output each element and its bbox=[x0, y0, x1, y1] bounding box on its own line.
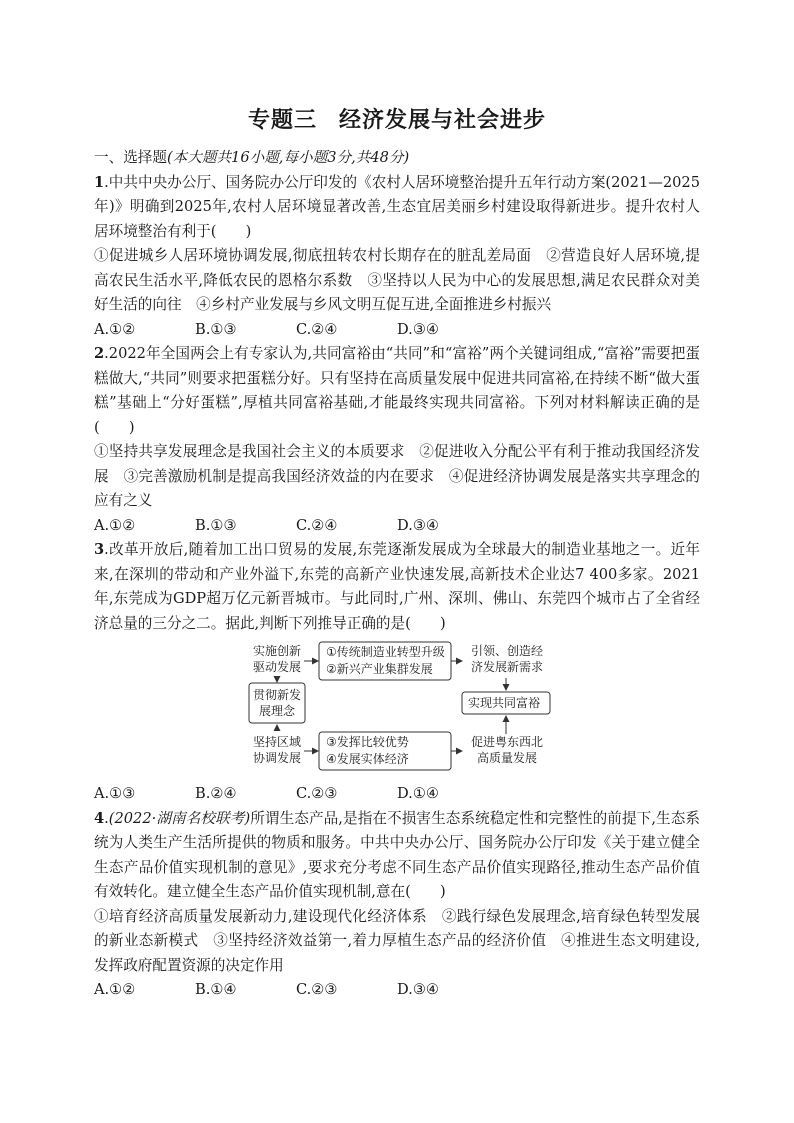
option-b[interactable]: B.①④ bbox=[195, 981, 237, 998]
node-statement-3: ③发挥比较优势 bbox=[326, 735, 409, 749]
option-a[interactable]: A.①② bbox=[94, 320, 136, 338]
option-c[interactable]: C.②④ bbox=[296, 516, 338, 534]
option-c[interactable]: C.②③ bbox=[296, 785, 338, 802]
option-c[interactable]: C.②④ bbox=[296, 320, 338, 338]
option-b[interactable]: B.①③ bbox=[195, 516, 237, 534]
node-statement-1: ①传统制造业转型升级 bbox=[326, 645, 445, 659]
node-statement-4: ④发展实体经济 bbox=[326, 752, 409, 766]
question-text: 所谓生态产品,是指在不损害生态系统稳定性和完整性的前提下,生态系统为人类生产生活所提供的物质和服务。中共中央办公厅、国务院办公厅印发《关于建立健全生态产品价值实现机制的意见》,要求充分考虑不同生态产品价值实现路径,推动生态产品价值有效转化。建立健全生态产品价值实现机制,意在( ) bbox=[94, 809, 701, 900]
question-2 bbox=[94, 342, 700, 538]
answer-options bbox=[94, 514, 700, 539]
question-number: 1 bbox=[94, 173, 105, 191]
title-part-1: 专题三 bbox=[247, 108, 317, 133]
question-stem bbox=[94, 342, 700, 440]
option-c[interactable]: C.②③ bbox=[296, 981, 338, 998]
node-demand: 引领、创造经济发展新需求 bbox=[470, 644, 543, 674]
option-b[interactable]: B.②④ bbox=[195, 785, 237, 802]
node-statement-2: ②新兴产业集群发展 bbox=[326, 662, 433, 676]
question-statements: ①培育经济高质量发展新动力,建设现代化经济体系 ②践行绿色发展理念,培育绿色转型发展的新业态新模式 ③坚持经济效益第一,着力厚植生态产品的经济价值 ④推进生态文明建设,发挥政府配置资源的决定作用 bbox=[94, 907, 700, 974]
question-number: 3 bbox=[94, 541, 105, 558]
option-b[interactable]: B.①③ bbox=[195, 320, 237, 338]
question-1 bbox=[94, 171, 700, 343]
question-stem bbox=[94, 171, 700, 245]
node-new-concept: 贯彻新发展理念 bbox=[252, 688, 301, 718]
question-stem bbox=[94, 538, 700, 636]
title-part-2: 经济发展与社会进步 bbox=[339, 108, 547, 133]
option-a[interactable]: A.①② bbox=[94, 981, 136, 998]
page-title bbox=[0, 103, 794, 134]
option-a[interactable]: A.①② bbox=[94, 516, 136, 534]
option-d[interactable]: D.③④ bbox=[397, 516, 439, 534]
question-text: .2022年全国两会上有专家认为,共同富裕由“共同”和“富裕”两个关键词组成,“富裕”需要把蛋糕做大,“共同”则要求把蛋糕分好。只有坚持在高质量发展中促进共同富裕,在持续不断“做大蛋糕”基础上“分好蛋糕”,厚植共同富裕基础,才能最终实现共同富裕。下列对材料解读正确的是( ) bbox=[94, 345, 700, 436]
question-3 bbox=[94, 538, 700, 807]
option-d[interactable]: D.①④ bbox=[397, 785, 439, 802]
question-statements: ①促进城乡人居环境协调发展,彻底扭转农村长期存在的脏乱差局面 ②营造良好人居环境,提高农民生活水平,降低农民的恩格尔系数 ③坚持以人民为中心的发展思想,满足农民群众对美好生活的向往 ④乡村产业发展与乡风文明互促互进,全面推进乡村振兴 bbox=[94, 247, 700, 313]
question-source: (2022·湖南名校联考) bbox=[108, 809, 251, 827]
flow-diagram bbox=[94, 640, 700, 780]
question-stem: 4.(2022·湖南名校联考)所谓生态产品,是指在不损害生态系统稳定性和完整性的前提下,生态系统为人类生产生活所提供的物质和服务。中共中央办公厅、国务院办公厅印发《关于建立健全生态产品价值实现机制的意见》,要求充分考虑不同生态产品价值实现路径,推动生态产品价值有效转化。建立健全生态产品价值实现机制,意在( ) bbox=[94, 809, 701, 900]
question-text: .改革开放后,随着加工出口贸易的发展,东莞逐渐发展成为全球最大的制造业基地之一。近年来,在深圳的带动和产业外溢下,东莞的高新产业快速发展,高新技术企业达7 400多家。2021年,东莞成为GDP超万亿元新晋城市。与此同时,广州、深圳、佛山、东莞四个城市占了全省经济总量的三分之二。据此,判断下列推导正确的是( ) bbox=[94, 541, 700, 632]
answer-options bbox=[94, 318, 700, 343]
node-guangdong: 促进粤东西北高质量发展 bbox=[470, 735, 543, 765]
question-4 bbox=[94, 807, 700, 1003]
content-area bbox=[94, 146, 700, 1003]
option-d[interactable]: D.③④ bbox=[397, 320, 439, 338]
node-regional: 坚持区域协调发展 bbox=[252, 735, 301, 765]
section-note: (本大题共16小题,每小题3分,共48分) bbox=[166, 149, 410, 166]
node-innovation: 实施创新驱动发展 bbox=[252, 644, 301, 674]
section-label: 一、选择题 bbox=[94, 149, 167, 166]
question-number: 4 bbox=[94, 809, 105, 827]
answer-options bbox=[94, 782, 700, 807]
question-number: 2 bbox=[94, 345, 105, 362]
question-text: .中共中央办公厅、国务院办公厅印发的《农村人居环境整治提升五年行动方案(2021—2025年)》明确到2025年,农村人居环境显著改善,生态宜居美丽乡村建设取得新进步。提升农村人居环境整治有利于( ) bbox=[94, 173, 700, 240]
node-common-prosperity: 实现共同富裕 bbox=[468, 696, 541, 710]
option-d[interactable]: D.③④ bbox=[397, 981, 439, 998]
question-statements: ①坚持共享发展理念是我国社会主义的本质要求 ②促进收入分配公平有利于推动我国经济发展 ③完善激励机制是提高我国经济效益的内在要求 ④促进经济协调发展是落实共享理念的应有之义 bbox=[94, 443, 700, 509]
option-a[interactable]: A.①③ bbox=[94, 785, 136, 802]
section-header bbox=[94, 146, 700, 171]
answer-options bbox=[94, 978, 700, 1003]
